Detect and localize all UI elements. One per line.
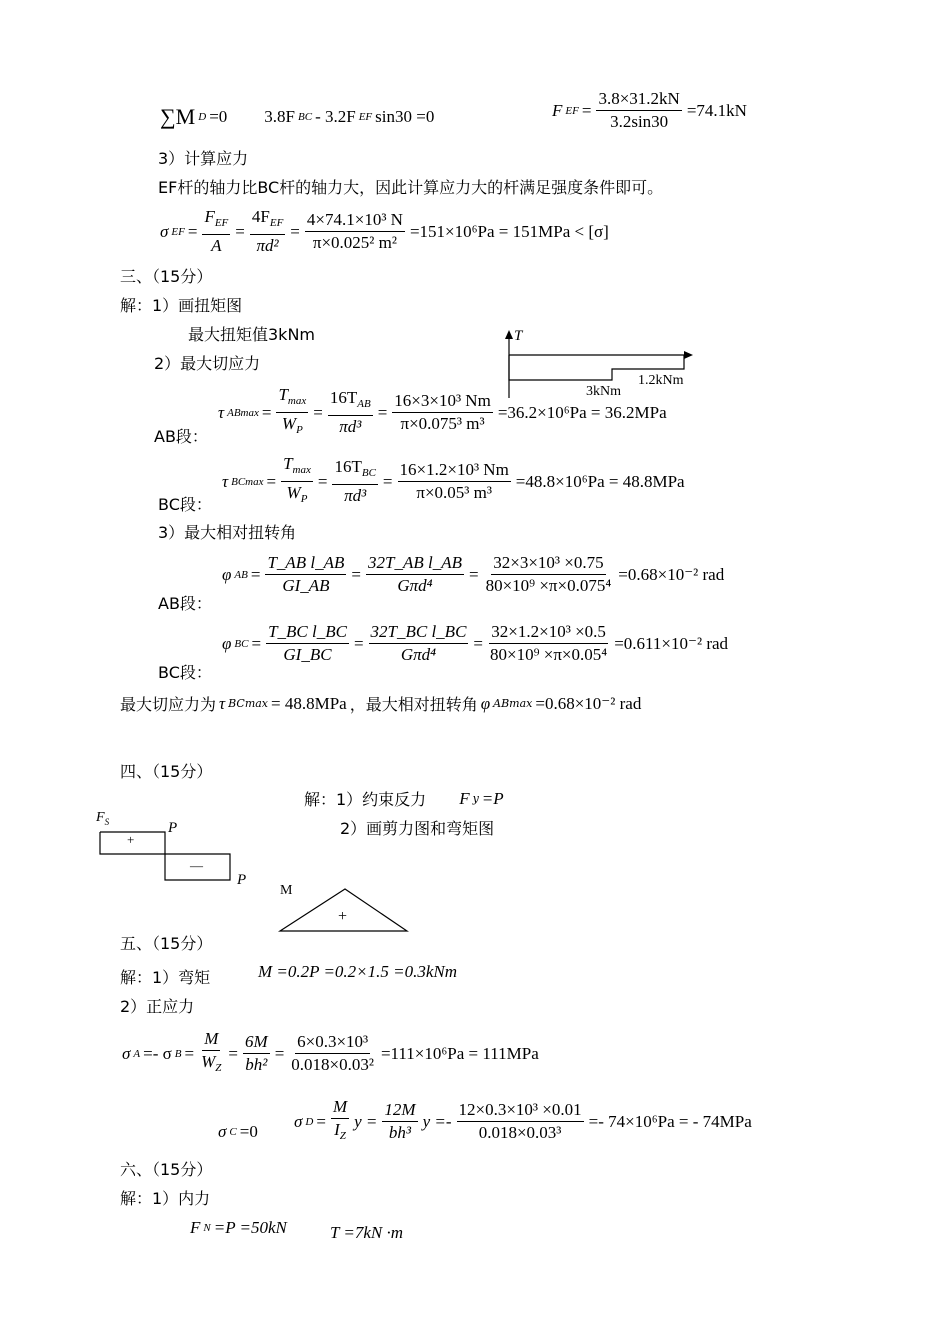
x-axis-arrow-icon	[684, 351, 693, 359]
tau-bc-equation: τ BCmax = $T_{max}$ $W_P$ = $16T_{BC}$ πd³ = $\frac{\text{16×1.2×10³ Nm}}{\text{π×0.05³ m³}}$ =48.8×10⁶Pa = 48.8MPa	[222, 454, 685, 505]
ab-label: AB段：	[154, 427, 208, 446]
sec6-heading: 六、（15分）	[120, 1160, 213, 1179]
t-equation: T =7kN ·m	[330, 1223, 404, 1242]
sec4-step2: 2）画剪力图和弯矩图	[340, 819, 495, 838]
sec5-sol1: 解：1）弯矩	[120, 968, 211, 987]
shear-minus: —	[190, 858, 203, 873]
sigma-d-equation: σ D = $\frac{M}{I_Z}$ y = $\frac{12M}{\text{bh³}}$ y =- $\frac{\text{12×0.3×10³ ×0.01}}{\text{0.018×0.03³}}$ =- 74×10⁶Pa = - 74MPa	[294, 1097, 752, 1142]
t-axis-arrow-icon	[505, 330, 513, 339]
sec5-step2: 2）正应力	[120, 997, 195, 1016]
shear-diagram	[92, 804, 262, 892]
p-bot-label: P	[237, 872, 247, 888]
sec3-heading: 三、（15分）	[120, 267, 213, 286]
label-1-2knm: 1.2kNm	[638, 373, 684, 388]
sec3-summary: 最大切应力为 τ BCmax = 48.8MPa ，最大相对扭转角 φ ABmax =0.68×10⁻² rad	[120, 693, 642, 714]
note-text: EF杆的轴力比BC杆的轴力大，因此计算应力大的杆满足强度条件即可。	[158, 178, 664, 197]
phi-bc-equation: φ BC = $\frac{\text{T\_BC l\_BC}}{GI\_BC}$ = 32T_BC l_BC Gπd⁴ = $\frac{\text{32×1.2×10³ ×0.5}}{\text{80×10⁹ ×π×0.05⁴}}$ =0.611×10⁻² rad	[222, 622, 729, 664]
label-3knm: 3kNm	[586, 384, 621, 399]
m-equation: M =0.2P =0.2×1.5 =0.3kNm	[258, 962, 458, 981]
shear-plus: +	[127, 832, 135, 847]
sec4-sol1: 解：1）约束反力 F y =P	[304, 788, 504, 809]
bc-label: BC段：	[158, 495, 212, 514]
moment-equation: ∑M D =0 3.8F BC - 3.2F EF sin30 =0	[160, 104, 435, 129]
sec3-step2: 2）最大切应力	[154, 354, 261, 373]
step3-heading: 3）计算应力	[158, 149, 249, 168]
sec4-heading: 四、（15分）	[120, 762, 213, 781]
p-top-label: P	[168, 820, 178, 836]
moment-label: M	[280, 883, 293, 898]
sigma-ef-equation: σ EF = $F_{EF}$ A = $4F_{EF}$ πd² = $\frac{\text{4×74.1×10³ N}}{\text{π×0.025² m²}}$ =151×10⁶Pa = 151MPa < [σ]	[160, 207, 609, 255]
fn-equation: F N =P =50kN	[190, 1218, 287, 1237]
phi-ab-equation: φ AB = $\frac{\text{T\_AB l\_AB}}{GI\_AB}$ = 32T_AB l_AB Gπd⁴ = $\frac{\text{32×3×10³ ×0.75}}{\text{80×10⁹ ×π×0.075⁴}}$ =0.68×10⁻² rad	[222, 553, 725, 595]
fs-label: $F_S$	[96, 810, 110, 827]
sec6-sol1: 解：1）内力	[120, 1189, 211, 1208]
fef-fraction: $\frac{3.8\times 31.2kN}{3.2\sin 30}$	[598, 89, 680, 131]
t-axis-label: T	[514, 328, 523, 344]
moment-plus: +	[338, 908, 348, 925]
bc-label-2: BC段：	[158, 663, 212, 682]
sec5-heading: 五、（15分）	[120, 934, 213, 953]
max-torque: 最大扭矩值3kNm	[188, 325, 316, 344]
fef-equation: F EF = $\frac{3.8\times 31.2kN}{3.2\sin 30}$ =74.1kN	[552, 89, 747, 131]
ab-label-2: AB段：	[158, 594, 212, 613]
sec3-step3: 3）最大相对扭转角	[158, 523, 297, 542]
sec3-sol1: 解：1）画扭矩图	[120, 296, 243, 315]
sigma-a-equation: σ A =- σ B = $\frac{M}{W_Z}$ = $\frac{6M}{\text{bh²}}$ = $\frac{\text{6×0.3×10³}}{\text{0.018×0.03²}}$ =111×10⁶Pa = 111MPa	[122, 1029, 539, 1074]
moment-diagram	[272, 876, 414, 936]
tau-ab-equation: τ ABmax = $T_{max}$ $W_P$ = $16T_{AB}$ πd³ = $\frac{\text{16×3×10³ Nm}}{\text{π×0.075³ m³}}$ =36.2×10⁶Pa = 36.2MPa	[218, 385, 667, 436]
sigma-c-equation: σ C =0	[218, 1122, 258, 1141]
